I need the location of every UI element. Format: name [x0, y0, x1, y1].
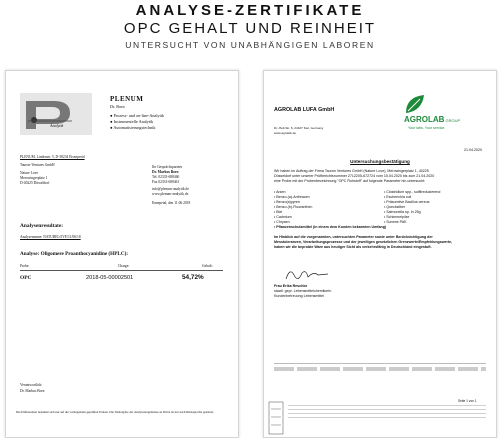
- page-header: [0, 0, 500, 58]
- intro-line: Wir haben im Auftrag der Firma Tauron Ventures GmbH (Nature Love), Merowingerplatz 1, 40225: [274, 169, 429, 173]
- page-label: Seite 1 von 1: [458, 399, 477, 403]
- service-item: ● Instrumentelle Analytik: [110, 119, 154, 124]
- param-item: • Chrysen: [274, 220, 290, 224]
- sample-line: Analysenname: NATURELOVE/11/06/18: [20, 235, 81, 239]
- table-divider: [20, 270, 223, 271]
- param-item: • Escherichia coli: [384, 195, 412, 199]
- param-item: • Benzo-(a)-Anthracen: [274, 195, 310, 199]
- signature-image: [284, 265, 330, 283]
- table-header-gehalt: Gehalt:: [202, 264, 213, 268]
- lab-person: Dr. Born: [110, 104, 125, 109]
- param-item: • Benzo-(b)-Fluoranthen: [274, 205, 313, 209]
- contact-line: info@plenum-analytik.de: [152, 187, 189, 191]
- page-title: ANALYSE-ZERTIFIKATE: [135, 2, 365, 19]
- certificate-agrolab: [263, 70, 497, 438]
- plenum-logo-icon: [20, 93, 92, 135]
- signature-label: Verantwortlich:: [20, 383, 43, 387]
- certificate-plenum: [5, 70, 239, 438]
- contact-line: www.plenum-analytik.de: [152, 192, 189, 196]
- page-subtitle: OPC GEHALT UND REINHEIT: [123, 20, 377, 37]
- intro-line: Düsseldorf unter unserer Prüfberichtsnummer 2712205-672724 vom 15.04.2020 bis zum 21.04.2020: [274, 174, 435, 178]
- param-item: • Blei: [274, 210, 283, 214]
- recipient-line: D-40225 Düsseldorf: [20, 181, 50, 185]
- conclusion-line: Messtoleranzen, Verarbeitungsprozesse und der jeweiligen gesetzlichen Grenzwerte/Empfehlungswerte,: [274, 240, 453, 244]
- table-header-charge: Charge:: [118, 264, 130, 268]
- param-item: • Pflanzenschutzmittel (in einem dem Kunden bekannten Umfang): [274, 225, 387, 229]
- conclusion-line: Im Hinblick auf die vorgenannten, untersuchten Parameter sowie unter Berücksichtigung der: [274, 235, 433, 239]
- sender-line: PLENUM, Lindenstr. 5, D-38234 Eisenpreid: [20, 155, 85, 159]
- param-item: • Summe PAK: [384, 220, 407, 224]
- results-heading: Analysenresultate:: [20, 223, 64, 229]
- agrolab-leaf-icon: [404, 93, 426, 115]
- table-cell-probe: OPC: [20, 275, 32, 281]
- table-header-probe: Probe:: [20, 264, 30, 268]
- doc-date: 21.04.2020: [464, 148, 482, 152]
- intro-line: eine Probe mit der Probenbezeichnung "OPC Rohstoff" auf folgende Parameter hin untersucht:: [274, 179, 426, 183]
- conclusion-line: haben wir die beprobte Ware aus heutiger Sicht als verkehrsfähig in Deutschland eingestuft.: [274, 245, 432, 249]
- page-tagline: UNTERSUCHT VON UNABHÄNGIGEN LABOREN: [125, 40, 375, 50]
- footer-fineprint: [288, 405, 486, 421]
- service-item: ● Prozess- und on-line-Analytik: [110, 113, 165, 118]
- agrolab-web: www.agrolab.de: [274, 131, 297, 135]
- param-item: • Quecksilber: [384, 205, 406, 209]
- agrolab-lab-name: AGROLAB LUFA GmbH: [274, 107, 335, 113]
- recipient-line: Merowingerplatz 1: [20, 176, 48, 180]
- table-cell-charge: 2018-05-00002501: [86, 275, 134, 281]
- contact-line: Ihr Gesprächspartner: [152, 165, 183, 169]
- param-item: • Cadmium: [274, 215, 292, 219]
- table-cell-gehalt: 54,72%: [182, 274, 204, 281]
- signature-name: Dr. Markus Born: [20, 389, 45, 393]
- contact-line: Dr. Markus Born: [152, 170, 179, 174]
- param-item: • Benzo(a)pyren: [274, 200, 300, 204]
- agrolab-brand: AGROLABGROUP: [404, 115, 461, 124]
- contact-line: Fax 02333-688461: [152, 180, 180, 184]
- param-item: • Schimmelpilze: [384, 215, 410, 219]
- signer-role: staatl. gepr. Lebensmittelchemikerin: [274, 289, 332, 293]
- accreditation-text: [274, 367, 486, 371]
- analysis-heading: Analyse: Oligomere Proanthocyanidine (HPLC):: [20, 251, 129, 257]
- agrolab-address: Dr.-Hell-Str. 6, 24107 Kiel, Germany: [274, 126, 324, 130]
- place-date: Ennepetal, den 11.06.2018: [152, 201, 191, 205]
- param-item: • Clostridium spp., sulfitreduzierend: [384, 190, 441, 194]
- contact-line: Tel. 02333-688460: [152, 175, 180, 179]
- footer-note: Die Prüfresultate beziehen sich nur auf die vorliegenden geprüften Proben. Die Weitergabe der Analysenergebnisse an Dritte ist nur nach Rücksprache gestattet.: [16, 410, 215, 414]
- param-item: • Arsen: [274, 190, 286, 194]
- lab-name: PLENUM: [110, 95, 144, 103]
- logo-caption: Analytik: [50, 123, 64, 128]
- recipient-line: Nature Love: [20, 171, 39, 175]
- doc-heading: Untersuchungsbestätigung: [350, 159, 410, 164]
- param-item: • Präsumtive Bacillus cereus: [384, 200, 430, 204]
- param-item: • Salmonella sp. in 25g: [384, 210, 421, 214]
- recipient-line: Tauron-Ventures GmbH: [20, 163, 55, 167]
- agrolab-tagline: Your labs. Your service.: [408, 126, 446, 130]
- service-item: ● Automatisierungstechnik: [110, 125, 156, 130]
- accreditation-divider: [274, 363, 486, 364]
- accreditation-seal-icon: [268, 401, 284, 435]
- signer-name: Frau Erika Reschke: [274, 284, 308, 288]
- signer-role: Kundenbetreuung Lebensmittel: [274, 294, 324, 298]
